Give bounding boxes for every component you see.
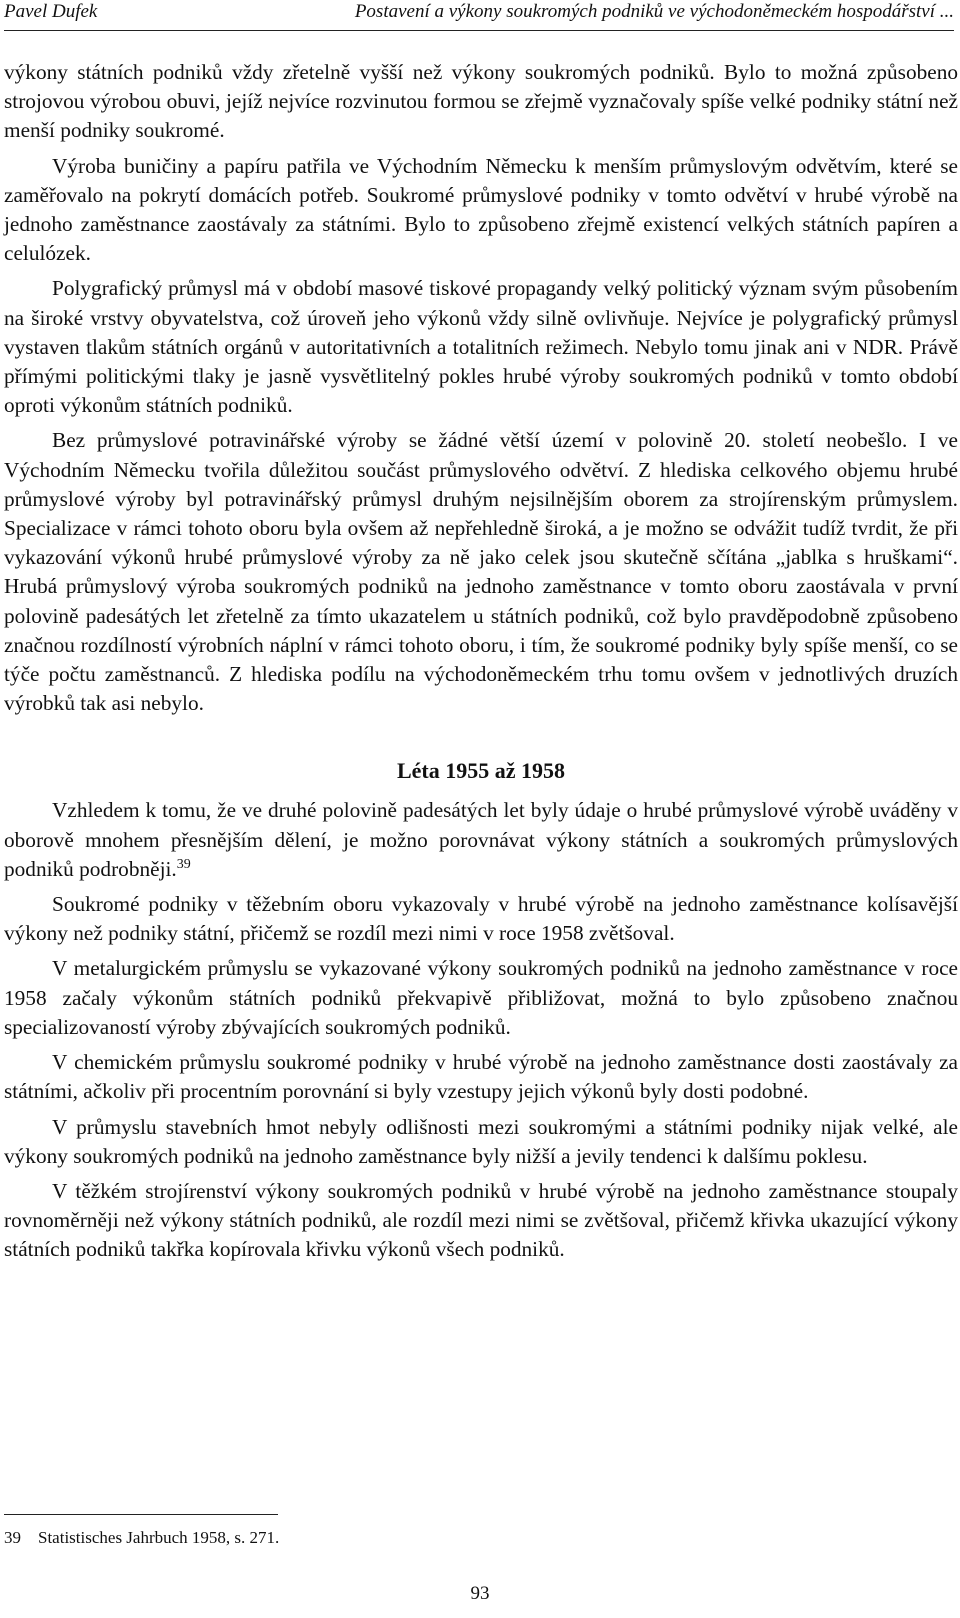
- footnote-text: Statistisches Jahrbuch 1958, s. 271.: [38, 1528, 280, 1547]
- paragraph-printing-industry: Polygrafický průmysl má v období masové tiskové propagandy velký politický význam svým působením na široké vrstvy obyvatelstva, což úroveň jeho výkonů vždy silně ovlivňuje. Nejvíce je polygrafický průmysl vystaven tlakům státních orgánů v autoritativních a totalitních režimech. Nebylo tomu jinak ani v NDR. Právě přímými politickými tlaky je jasně vysvětlitelný pokles hrubé výroby soukromých podniků v tomto období oproti výkonům státních podniků.: [4, 276, 958, 418]
- paragraph-metallurgy: V metalurgickém průmyslu se vykazované výkony soukromých podniků na jednoho zaměstnance v roce 1958 začaly výkonům státních podniků překvapivě přibližovat, možná to bylo způsobeno značnou specializovaností výroby zbývajících soukromých podniků.: [4, 956, 958, 1039]
- footnote: [4, 1527, 279, 1549]
- header-title: Postavení a výkony soukromých podniků ve východoněmeckém hospodářství ...: [354, 1, 954, 22]
- section-heading: Léta 1955 až 1958: [396, 758, 566, 784]
- paragraph-food-industry: Bez průmyslové potravinářské výroby se žádné větší území v polovině 20. století neobešlo. I ve Východním Německu tvořila důležitou součást průmyslového odvětví. Z hlediska celkového objemu hrubé průmyslové výroby byl potravinářský průmysl druhým nejsilnějším oborem za strojírenským průmyslem. Specializace v rámci tohoto oboru byla ovšem až nepřehledně široká, a je možno se odvážit tudíž tvrdit, že při vykazování výkonů hrubé průmyslové výroby za ně jako celek jsou skutečně sčítána „jablka s hruškami“. Hrubá průmyslový výroba soukromých podniků na jednoho zaměstnance v tomto oboru zaostávala v první polovině padesátých let zřetelně za tímto ukazatelem u státních podniků, což bylo pravděpodobně způsobeno značnou rozdílností výrobních náplní v rámci tohoto oboru, i tím, že soukromé podniky byly spíše menší, co se týče počtu zaměstnanců. Z hlediska podílu na východoněmeckém trhu tomu ovšem v jednotlivých druzích výrobků tak asi nebylo.: [4, 428, 958, 716]
- running-header: [4, 0, 954, 31]
- header-author: Pavel Dufek: [4, 1, 98, 22]
- paragraph-building-materials: V průmyslu stavebních hmot nebyly odlišnosti mezi soukromými a státními podniky nijak velké, ale výkony soukromých podniků na jednoho zaměstnance byly nižší a jevily tendenci k dalšímu poklesu.: [4, 1114, 958, 1168]
- page-body: [4, 58, 958, 1271]
- paragraph-paper-industry: Výroba buničiny a papíru patřila ve Východním Německu k menším průmyslovým odvětvím, které se zaměřovalo na pokrytí domácích potřeb. Soukromé průmyslové podniky v tomto odvětví v hrubé výrobě na jednoho zaměstnance zaostávaly za státními. Bylo to způsobeno zřejmě existencí velkých státních papíren a celulózek.: [4, 153, 958, 266]
- paragraph-intro: [4, 796, 958, 884]
- paragraph-intro-text: Vzhledem k tomu, že ve druhé polovině padesátých let byly údaje o hrubé průmyslové výrobě uváděny v oborově mnohem přesnějším dělení, je možno porovnávat výkony státních a soukromých průmyslových podniků podrobněji.: [4, 798, 958, 881]
- paragraph-chemical: V chemickém průmyslu soukromé podniky v hrubé výrobě na jednoho zaměstnance dosti zaostávaly za státními, ačkoliv při procentním porovnání si byly vzestupy jejich výkonů byly dosti podobné.: [4, 1050, 958, 1104]
- footnote-reference[interactable]: 39: [176, 856, 191, 872]
- footnote-divider: [4, 1514, 278, 1515]
- paragraph-continuation: výkony státních podniků vždy zřetelně vyšší než výkony soukromých podniků. Bylo to možná způsobeno strojovou výrobou obuvi, jejíž nejvíce rozvinutou formou se zřejmě vyznačovaly spíše velké podniky státní než menší podniky soukromé.: [4, 60, 958, 143]
- footnote-number: 39: [4, 1528, 21, 1547]
- paragraph-mining: Soukromé podniky v těžebním oboru vykazovaly v hrubé výrobě na jednoho zaměstnance kolísavější výkony než podniky státní, přičemž se rozdíl mezi nimi v roce 1958 zvětšoval.: [4, 892, 958, 946]
- page-number: 93: [470, 1583, 490, 1604]
- paragraph-heavy-engineering: V těžkém strojírenství výkony soukromých podniků v hrubé výrobě na jednoho zaměstnance stoupaly rovnoměrněji než výkony státních podniků, ale rozdíl mezi nimi se zvětšoval, přičemž křivka ukazující výkony státních podniků takřka kopírovala křivku výkonů všech podniků.: [4, 1178, 958, 1262]
